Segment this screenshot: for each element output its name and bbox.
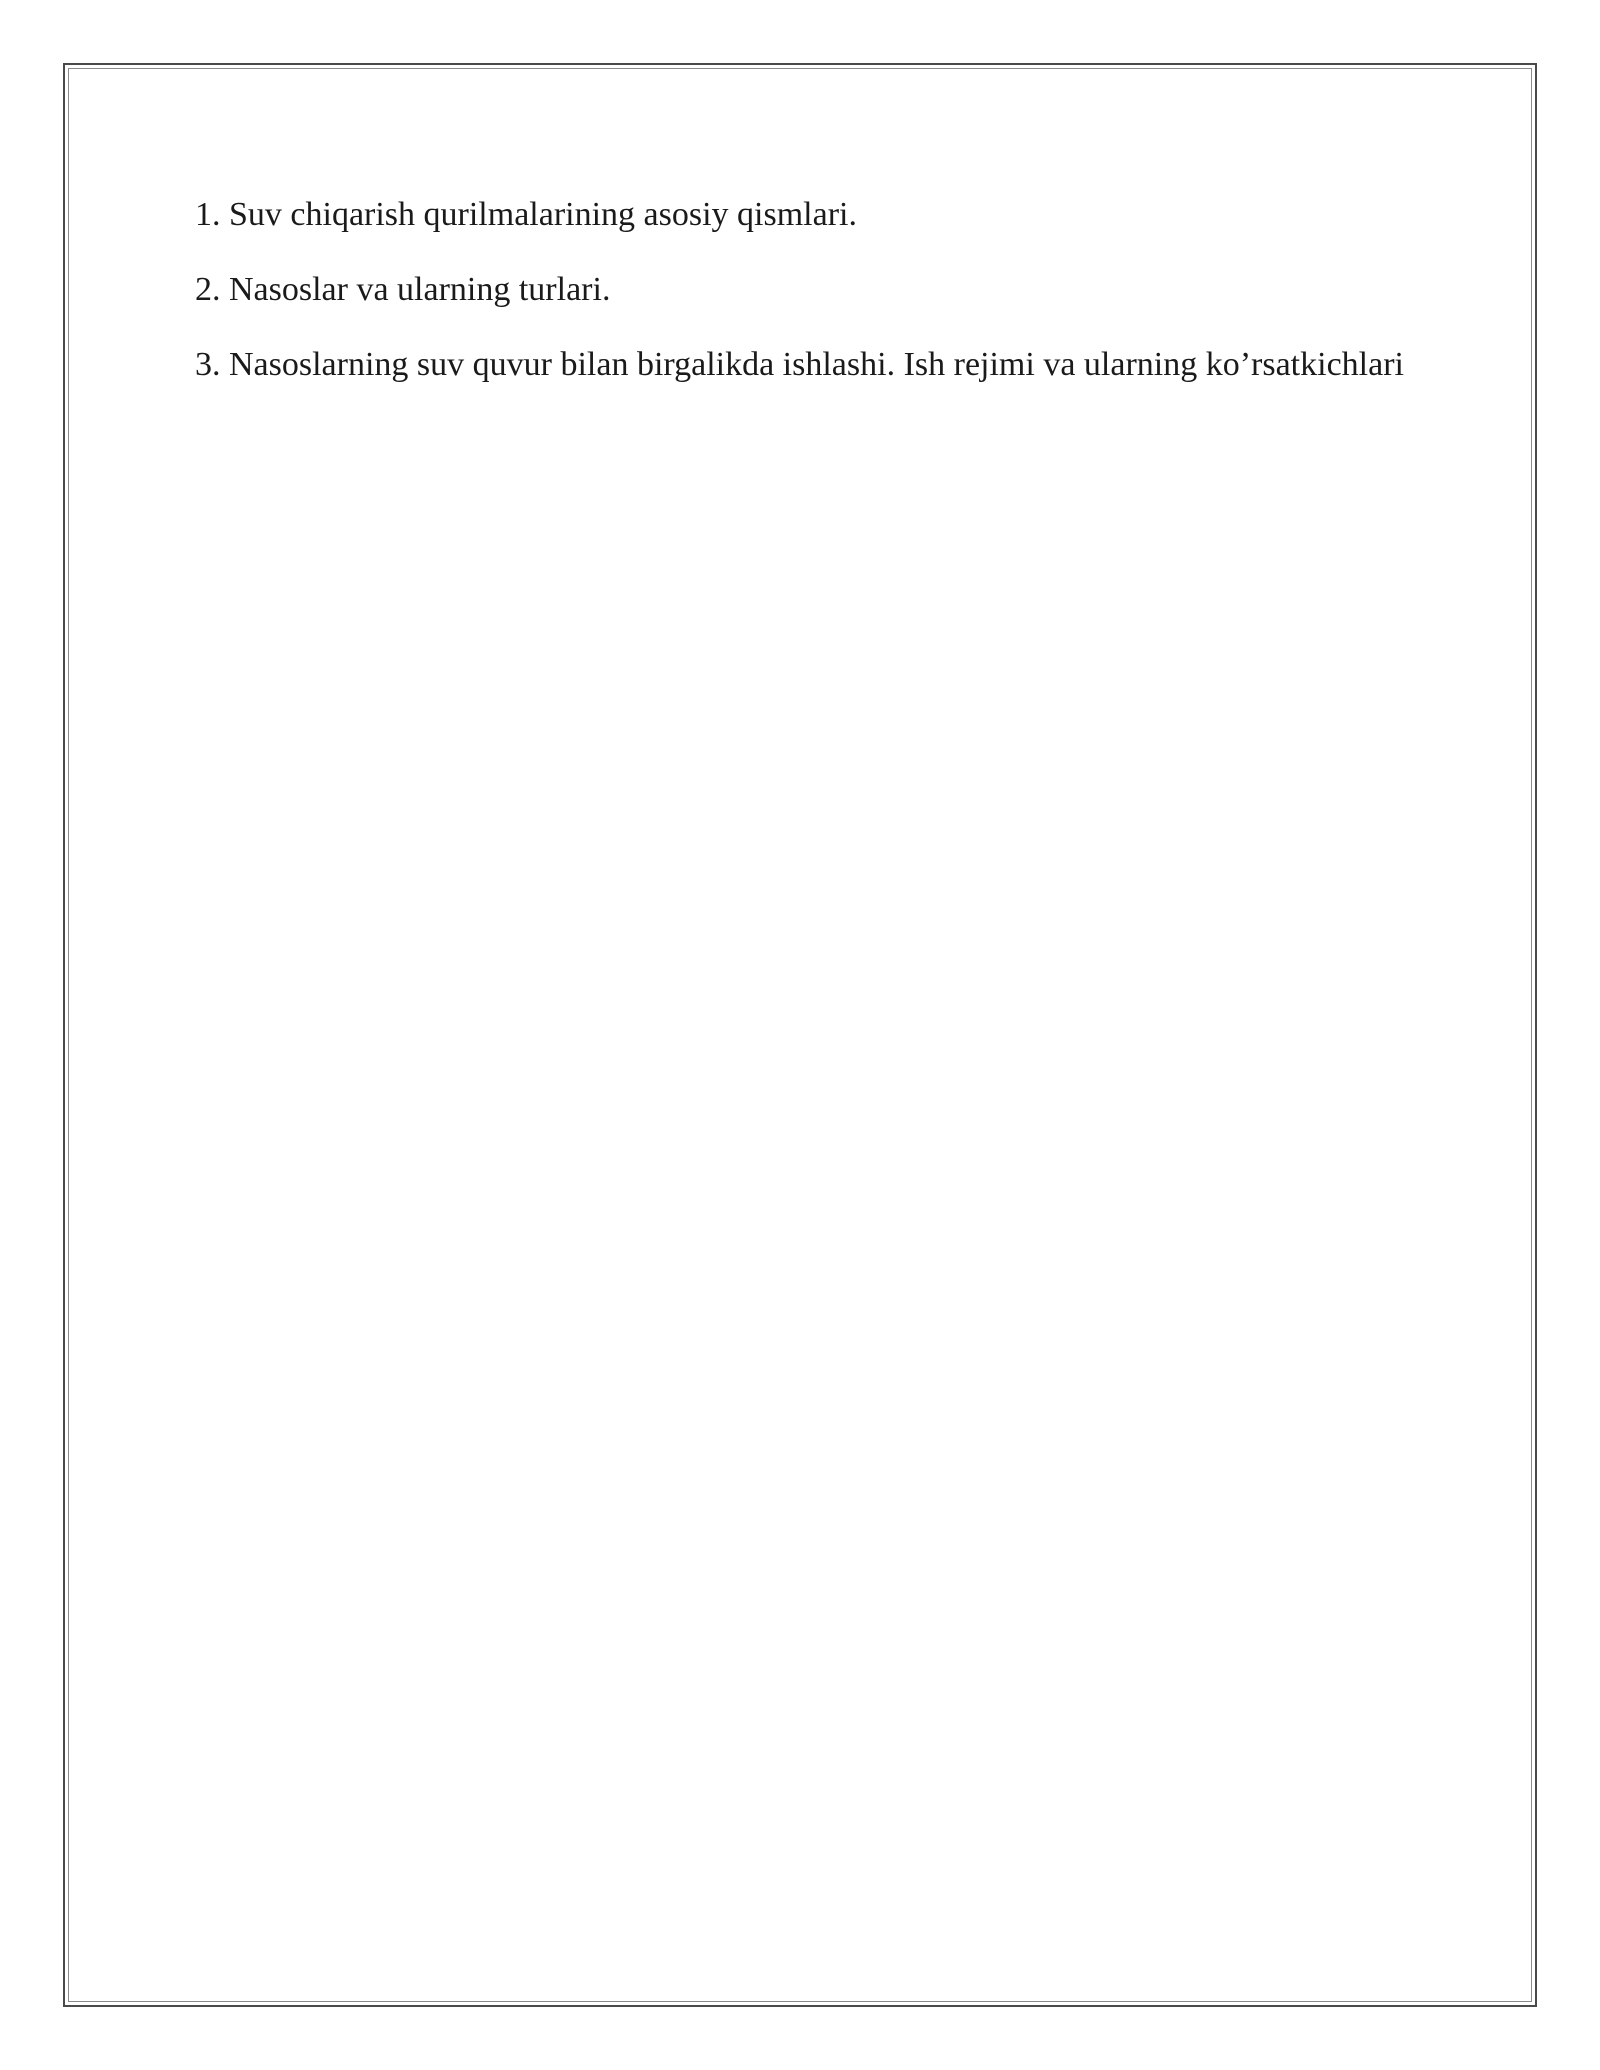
- page-frame: [63, 63, 1537, 2007]
- page-frame-inner-border: [68, 68, 1532, 2002]
- list-item: 2. Nasoslar va ularning turlari.: [195, 271, 611, 308]
- page-content: [195, 191, 1421, 416]
- list-item: 3. Nasoslarning suv quvur bilan birgalikda ishlashi. Ish rejimi va ularning ko’rsatkichlari: [195, 346, 1404, 383]
- list-item: 1. Suv chiqarish qurilmalarining asosiy qismlari.: [195, 196, 857, 233]
